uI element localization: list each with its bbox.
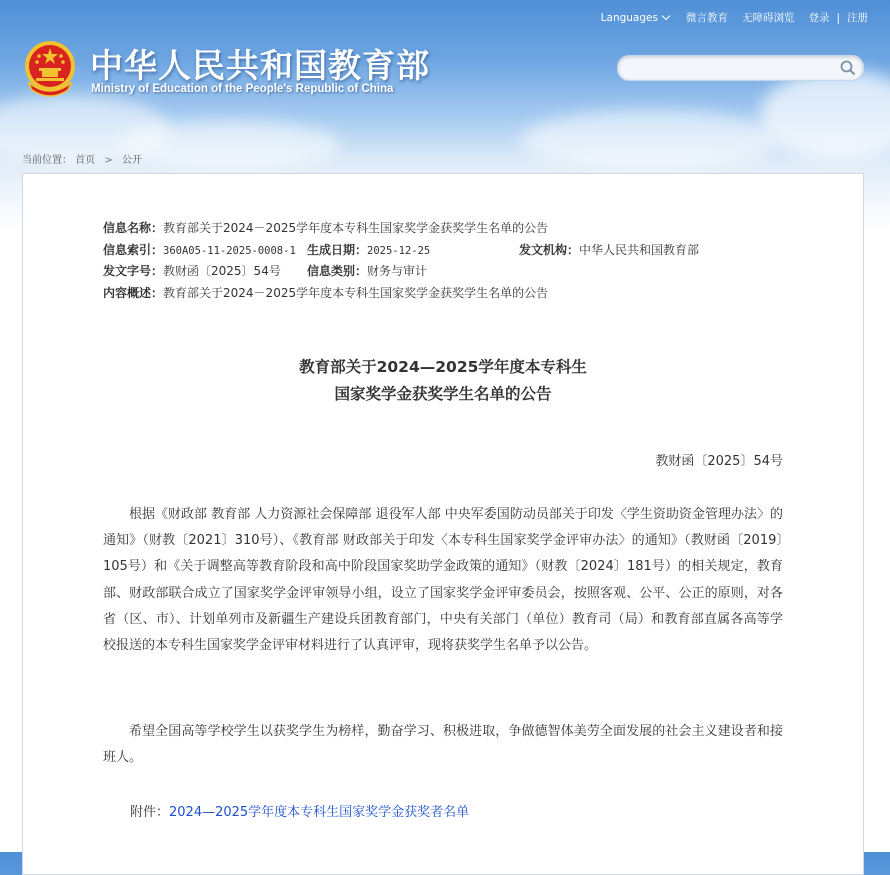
article-panel xyxy=(22,173,864,875)
attachment-label: 附件： xyxy=(130,805,170,820)
meta-row-docno xyxy=(103,262,548,284)
attachment-link[interactable]: 2024—2025学年度本专科生国家奖学金获奖者名单 xyxy=(169,805,470,820)
info-metadata xyxy=(103,219,700,305)
meta-label: 发文机构： xyxy=(519,242,580,257)
meta-label: 发文字号： xyxy=(103,264,164,278)
meta-label: 信息名称： xyxy=(103,221,164,235)
search-icon[interactable] xyxy=(839,59,857,77)
article-title-line1: 教育部关于2024—2025学年度本专科生 xyxy=(299,358,587,376)
article-paragraph: 希望全国高等学校学生以获奖学生为榜样，勤奋学习、积极进取，争做德智体美劳全面发展的社会主义建设者和接班人。 xyxy=(103,724,783,766)
meta-row-index xyxy=(103,241,700,263)
breadcrumb-separator-icon: > xyxy=(104,155,113,166)
divider: | xyxy=(836,11,840,24)
meta-value: 中华人民共和国教育部 xyxy=(579,242,700,257)
site-header xyxy=(0,0,890,150)
search-box xyxy=(617,55,864,81)
article-title-line2: 国家奖学金获奖学生名单的公告 xyxy=(334,385,552,403)
meta-label: 信息类别： xyxy=(307,264,368,278)
meta-value: 教财函〔2025〕54号 xyxy=(163,264,281,278)
breadcrumb-current[interactable]: 公开 xyxy=(121,155,142,166)
meta-row-name xyxy=(103,219,548,241)
article-title xyxy=(23,354,863,408)
meta-row-summary xyxy=(103,284,548,306)
meta-value: 教育部关于2024－2025学年度本专科生国家奖学金获奖学生名单的公告 xyxy=(163,221,549,235)
languages-menu[interactable] xyxy=(601,12,672,24)
languages-label: Languages xyxy=(600,11,658,24)
login-link[interactable]: 登录 xyxy=(808,12,830,24)
meta-value: 教育部关于2024－2025学年度本专科生国家奖学金获奖学生名单的公告 xyxy=(163,285,549,300)
document-number: 教财函〔2025〕54号 xyxy=(655,454,783,469)
chevron-down-icon xyxy=(662,11,670,19)
meta-label: 生成日期： xyxy=(307,242,368,257)
meta-value: 财务与审计 xyxy=(367,264,428,278)
breadcrumb-prefix: 当前位置： xyxy=(22,155,72,166)
site-title-en: Ministry of Education of the People's Republic of China xyxy=(91,83,394,95)
site-title-cn: 中华人民共和国教育部 xyxy=(90,46,430,85)
top-links xyxy=(601,10,868,25)
breadcrumb xyxy=(22,151,142,166)
weibo-link[interactable]: 微言教育 xyxy=(685,12,728,24)
accessibility-link[interactable]: 无障碍浏览 xyxy=(741,12,795,24)
meta-value: 2025-12-25 xyxy=(367,244,431,257)
search-input[interactable] xyxy=(628,59,832,77)
attachment xyxy=(130,801,469,820)
breadcrumb-home[interactable]: 首页 xyxy=(75,155,96,166)
article-paragraph: 根据《财政部 教育部 人力资源社会保障部 退役军人部 中央军委国防动员部关于印发〈学生资助资金管理办法〉的通知》（财教〔2021〕310号）、《教育部 财政部关于印发〈本专科生国家奖学金评审办法〉的通知》（教财函〔2019〕105号）和《关于调整高等教育阶段和高中阶段国家奖助学金政策的通知》（财教〔2024〕181号）的相关规定，教育部、财政部联合成立了国家奖学金评审领导小组，设立了国家奖学金评审委员会，按照客观、公平、公正的原则，对各省（区、市）、计划单列市及新疆生产建设兵团教育部门，中央有关部门（单位）教育司（局）和教育部直属各高等学校报送的本专科生国家奖学金评审材料进行了认真评审，现将获奖学生名单予以公告。 xyxy=(103,507,783,654)
meta-label: 信息索引： xyxy=(103,242,164,257)
register-link[interactable]: 注册 xyxy=(847,12,868,24)
national-emblem-icon xyxy=(22,38,78,98)
meta-label: 内容概述： xyxy=(103,285,164,300)
meta-value: 360A05-11-2025-0008-1 xyxy=(163,244,296,257)
